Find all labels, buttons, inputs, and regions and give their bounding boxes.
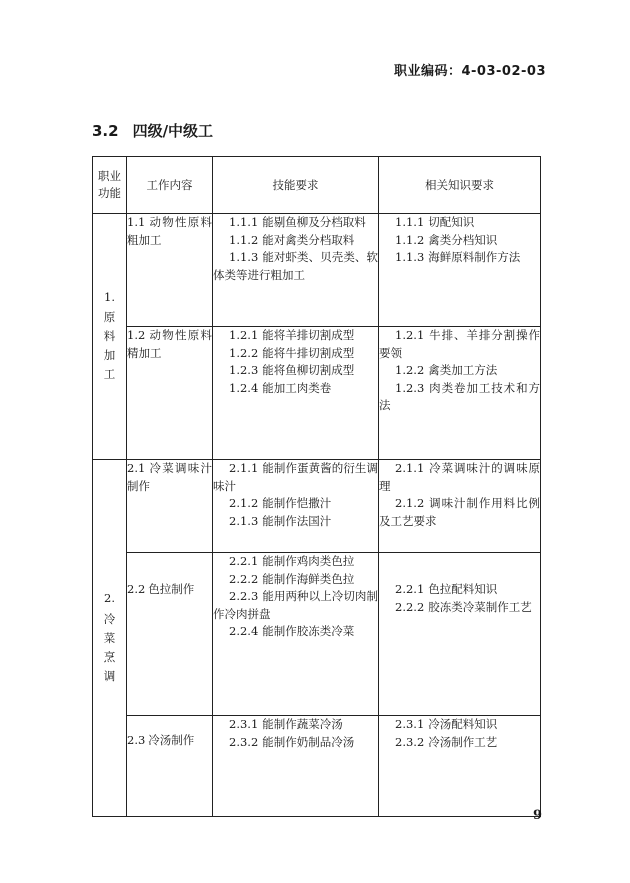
- item-number: 1.1.3: [395, 250, 425, 264]
- item-text: 能对虾类、贝壳类、软体类等进行粗加工: [213, 250, 378, 282]
- work-content-cell: [127, 460, 213, 553]
- table-row: [93, 460, 541, 553]
- work-name: 动物性原料精加工: [127, 328, 212, 360]
- item-number: 1.2.1: [229, 328, 259, 342]
- skill-cell: [213, 214, 379, 327]
- knowledge-item: [379, 581, 540, 599]
- job-code: 职业编码：4-03-02-03: [393, 64, 546, 79]
- item-text: 能制作奶制品冷汤: [262, 734, 355, 749]
- skill-item: [213, 345, 378, 363]
- item-number: 1.2.1: [395, 328, 425, 342]
- table-row: [93, 214, 541, 327]
- item-number: 2.3.2: [229, 734, 259, 749]
- function-name-char: 菜: [103, 630, 116, 645]
- skill-item: [213, 232, 378, 250]
- work-number: 2.1: [127, 461, 146, 475]
- knowledge-item: [379, 716, 540, 734]
- item-number: 2.3.2: [395, 734, 425, 749]
- skill-item: [213, 327, 378, 345]
- knowledge-item: [379, 249, 540, 267]
- item-number: 2.2.2: [229, 571, 259, 586]
- item-text: 禽类分档知识: [428, 232, 498, 247]
- item-number: 1.2.3: [229, 363, 259, 377]
- work-name: 动物性原料粗加工: [127, 215, 212, 247]
- header-skill: 技能要求: [213, 157, 379, 214]
- section-title: 四级/中级工: [132, 122, 214, 140]
- skill-item: [213, 362, 378, 380]
- item-text: 冷菜调味汁的调味原理: [379, 461, 540, 493]
- item-text: 牛排、羊排分割操作要领: [379, 328, 540, 360]
- skill-item: [213, 214, 378, 232]
- item-number: 2.2.3: [229, 589, 259, 603]
- item-text: 能制作鸡肉类色拉: [262, 554, 355, 568]
- work-name: 色拉制作: [148, 582, 195, 596]
- work-content-cell: [127, 716, 213, 817]
- item-number: 1.1.3: [229, 250, 259, 264]
- table-row: [93, 327, 541, 460]
- skill-item: [213, 588, 378, 623]
- skill-cell: [213, 327, 379, 460]
- function-name-char: 工: [103, 367, 116, 382]
- item-text: 能对禽类分档取料: [262, 232, 355, 247]
- item-number: 2.1.2: [395, 496, 425, 510]
- item-text: 冷汤制作工艺: [428, 734, 498, 749]
- item-number: 1.1.2: [229, 232, 259, 247]
- item-text: 冷汤配料知识: [428, 717, 498, 731]
- work-number: 1.2: [127, 328, 146, 342]
- knowledge-cell: [379, 716, 541, 817]
- header-function: 职业功能: [93, 157, 127, 214]
- item-number: 2.1.3: [229, 513, 259, 528]
- skill-item: [213, 623, 378, 641]
- item-number: 1.1.1: [395, 215, 425, 229]
- work-number: 2.2: [127, 582, 146, 596]
- function-name: [93, 308, 126, 384]
- item-number: 2.2.1: [229, 554, 259, 568]
- item-text: 能制作蛋黄酱的衍生调味汁: [213, 461, 378, 493]
- function-name-char: 烹: [103, 649, 116, 664]
- item-number: 2.1.1: [395, 461, 425, 475]
- standard-table: [92, 156, 541, 817]
- function-name: [93, 610, 126, 686]
- item-number: 1.2.2: [395, 363, 425, 377]
- work-number: 2.3: [127, 733, 146, 747]
- knowledge-item: [379, 327, 540, 362]
- item-text: 调味汁制作用料比例及工艺要求: [379, 496, 540, 528]
- item-text: 能加工肉类卷: [262, 380, 332, 395]
- skill-cell: [213, 716, 379, 817]
- item-text: 能制作胶冻类冷菜: [262, 624, 355, 638]
- item-number: 2.3.1: [229, 717, 259, 731]
- function-name-char: 调: [103, 668, 116, 683]
- item-text: 能制作恺撒汁: [262, 496, 332, 510]
- item-number: 2.2.1: [395, 582, 425, 596]
- work-name: 冷菜调味汁制作: [127, 461, 212, 493]
- item-text: 能制作蔬菜冷汤: [262, 717, 343, 731]
- skill-cell: [213, 553, 379, 716]
- function-number: 1.: [104, 289, 115, 304]
- item-number: 1.1.2: [395, 232, 425, 247]
- item-number: 2.3.1: [395, 717, 425, 731]
- header-work: 工作内容: [127, 157, 213, 214]
- item-text: 肉类卷加工技术和方法: [379, 380, 540, 412]
- page-number: 9: [532, 808, 542, 823]
- item-text: 能将牛排切割成型: [262, 345, 355, 360]
- function-name-char: 料: [103, 329, 116, 344]
- work-content-cell: [127, 553, 213, 716]
- item-text: 色拉配料知识: [428, 582, 498, 596]
- function-cell: [93, 214, 127, 460]
- section-number: 3.2: [92, 122, 119, 140]
- skill-item: [213, 460, 378, 495]
- skill-item: [213, 249, 378, 284]
- work-name: 冷汤制作: [148, 733, 195, 747]
- skill-item: [213, 495, 378, 513]
- item-number: 2.1.2: [229, 496, 259, 510]
- function-name-char: 冷: [103, 611, 116, 626]
- item-number: 1.2.3: [395, 380, 425, 395]
- table-row: [93, 716, 541, 817]
- knowledge-item: [379, 214, 540, 232]
- item-number: 1.1.1: [229, 215, 259, 229]
- knowledge-item: [379, 232, 540, 250]
- knowledge-cell: [379, 553, 541, 716]
- knowledge-cell: [379, 327, 541, 460]
- knowledge-item: [379, 495, 540, 530]
- function-cell: [93, 460, 127, 817]
- item-text: 海鲜原料制作方法: [428, 250, 521, 264]
- skill-cell: [213, 460, 379, 553]
- knowledge-item: [379, 734, 540, 752]
- header-knowledge: 相关知识要求: [379, 157, 541, 214]
- skill-item: [213, 734, 378, 752]
- work-content-cell: [127, 214, 213, 327]
- knowledge-cell: [379, 460, 541, 553]
- table-row: [93, 553, 541, 716]
- knowledge-item: [379, 599, 540, 617]
- item-text: 胶冻类冷菜制作工艺: [428, 599, 532, 614]
- knowledge-item: [379, 362, 540, 380]
- knowledge-cell: [379, 214, 541, 327]
- section-heading: [92, 120, 213, 141]
- function-name-char: 加: [103, 348, 116, 363]
- skill-item: [213, 380, 378, 398]
- item-number: 2.2.2: [395, 599, 425, 614]
- work-content-cell: [127, 327, 213, 460]
- item-text: 能制作法国汁: [262, 513, 332, 528]
- item-text: 能制作海鲜类色拉: [262, 571, 355, 586]
- work-number: 1.1: [127, 215, 146, 229]
- table-header-row: [93, 157, 541, 214]
- item-number: 1.2.4: [229, 380, 259, 395]
- item-text: 能将羊排切割成型: [262, 328, 355, 342]
- item-number: 2.2.4: [229, 624, 259, 638]
- function-number: 2.: [104, 591, 115, 606]
- item-text: 切配知识: [428, 215, 475, 229]
- item-number: 1.2.2: [229, 345, 259, 360]
- skill-item: [213, 716, 378, 734]
- skill-item: [213, 571, 378, 589]
- function-name-char: 原: [103, 310, 116, 325]
- item-text: 能剔鱼柳及分档取料: [262, 215, 366, 229]
- knowledge-item: [379, 460, 540, 495]
- item-text: 能用两种以上冷切肉制作冷肉拼盘: [213, 589, 378, 621]
- knowledge-item: [379, 380, 540, 415]
- item-text: 禽类加工方法: [428, 363, 498, 377]
- item-number: 2.1.1: [229, 461, 259, 475]
- item-text: 能将鱼柳切割成型: [262, 363, 355, 377]
- skill-item: [213, 513, 378, 531]
- skill-item: [213, 553, 378, 571]
